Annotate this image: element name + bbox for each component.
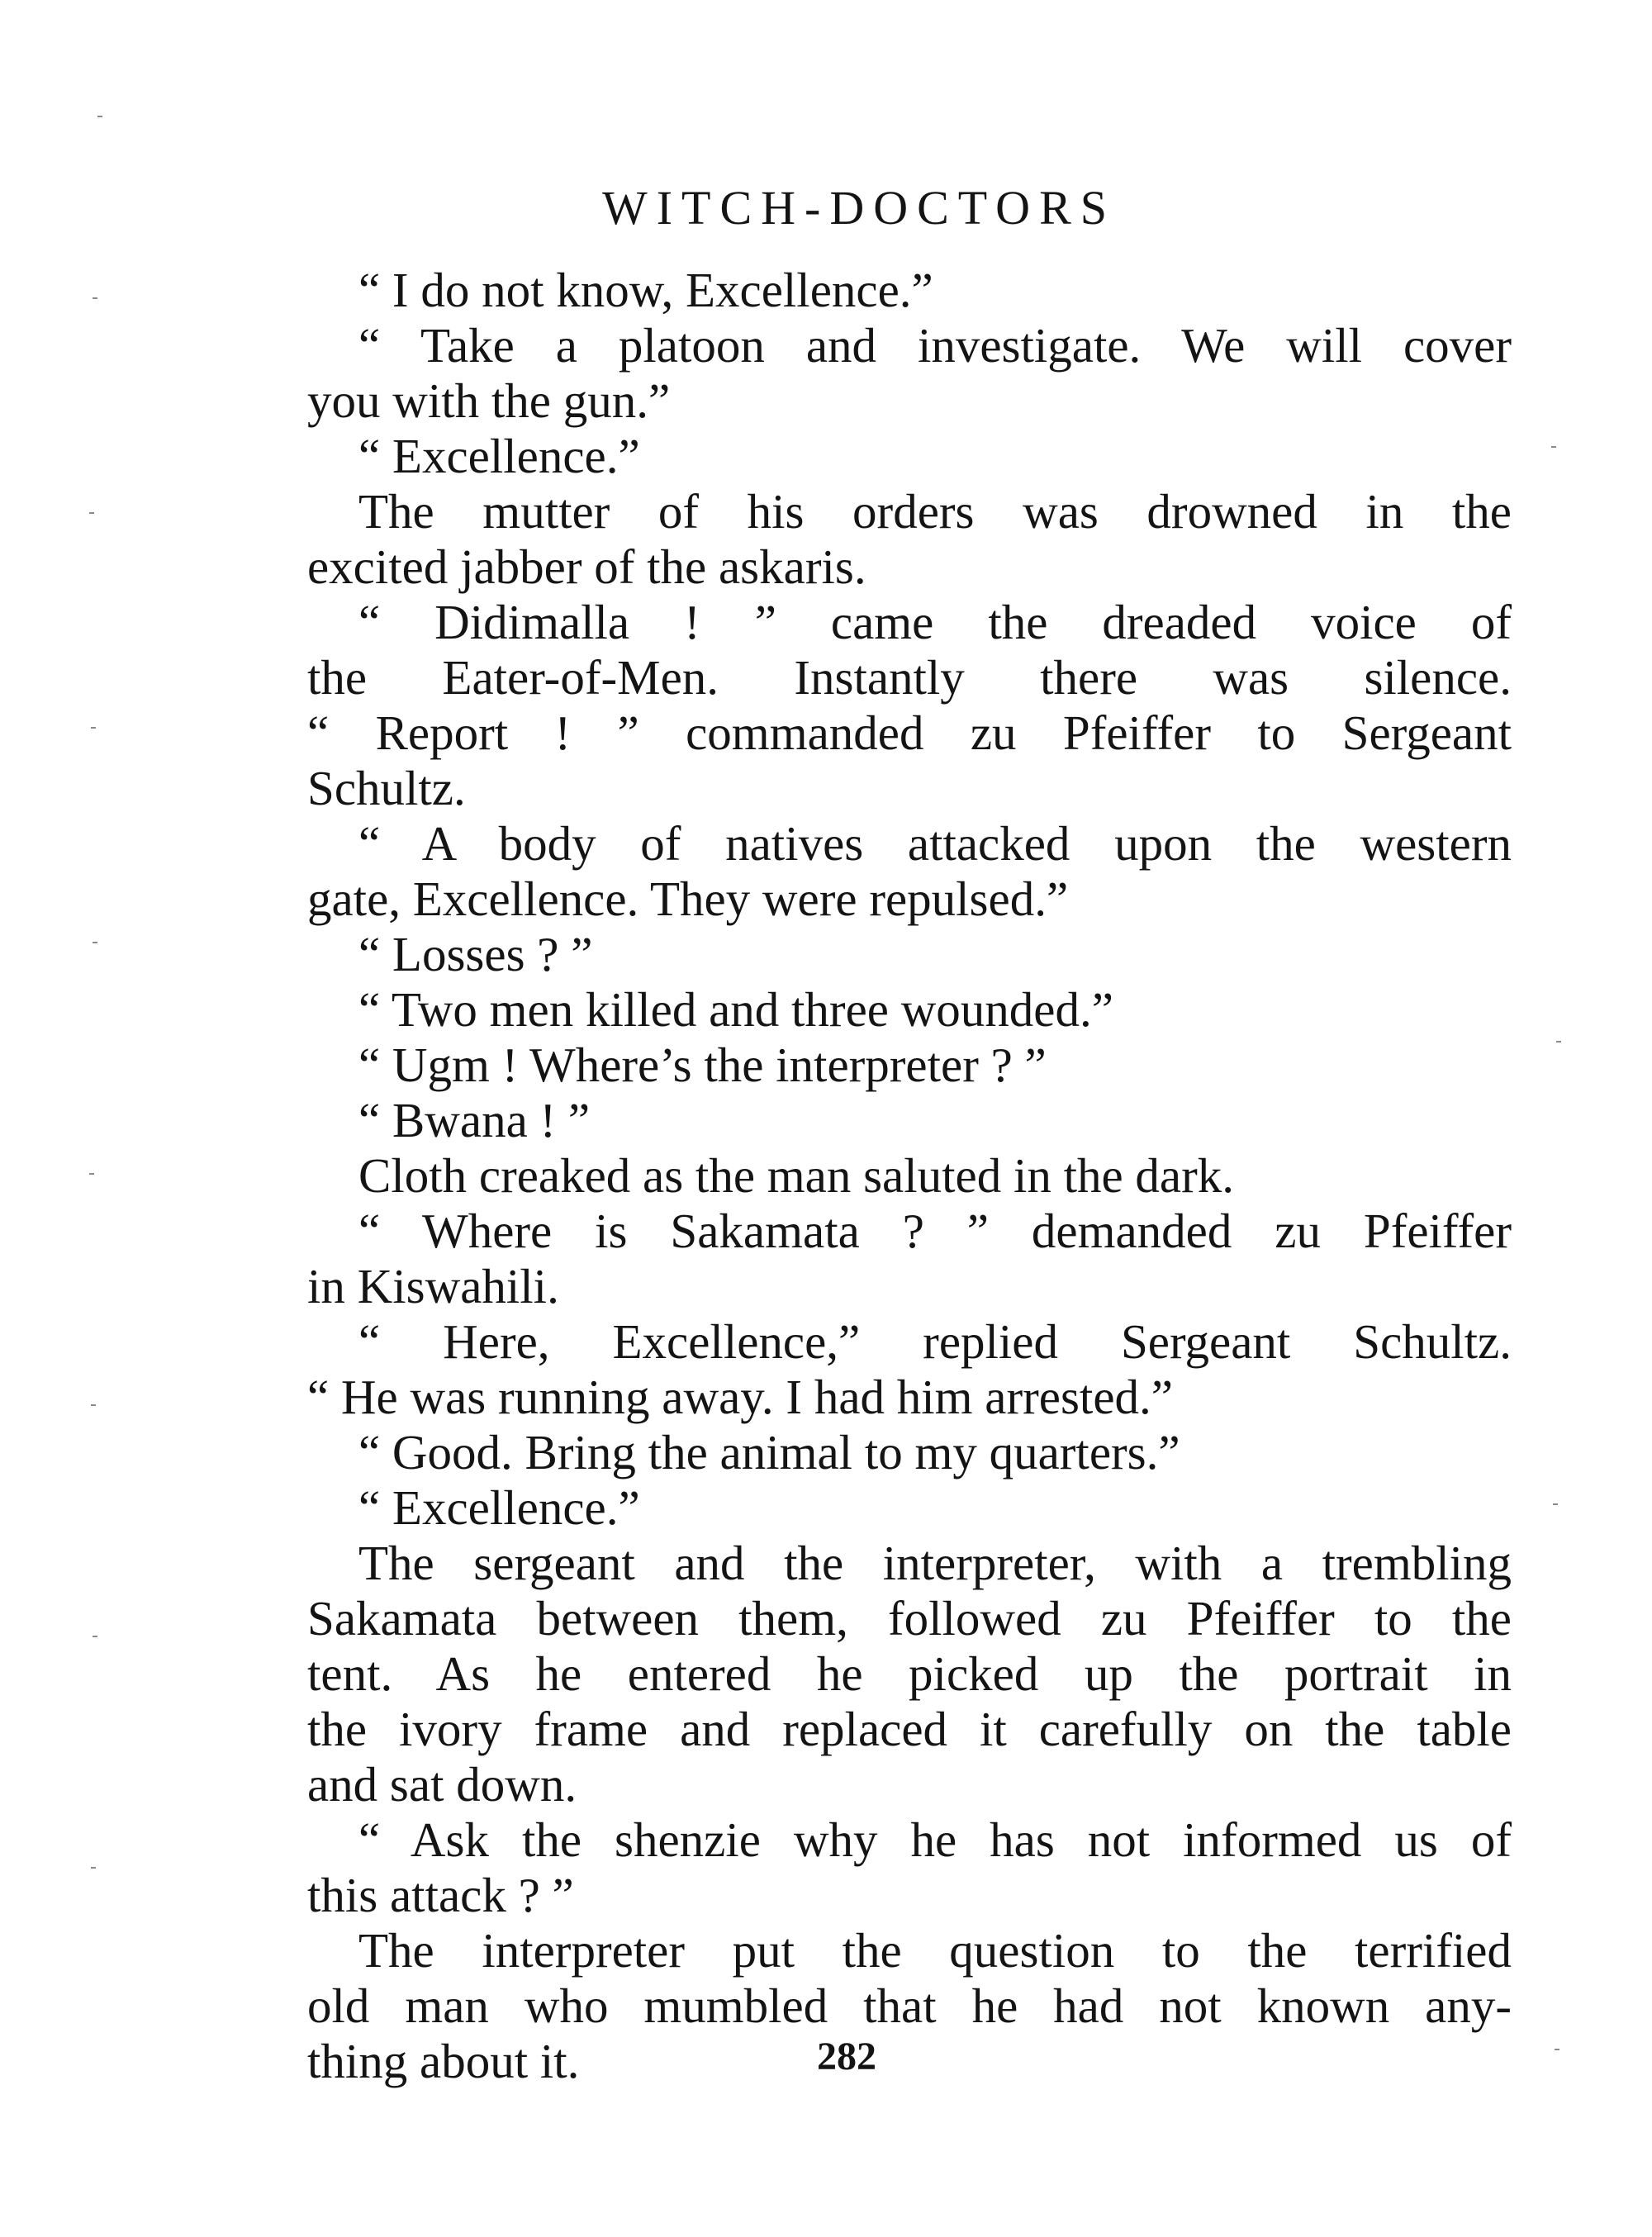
text-line: and sat down.: [307, 1757, 577, 1812]
text-line: Sakamata between them, followed zu Pfeiffer to the: [307, 1591, 1512, 1646]
text-line: “ Where is Sakamata ? ” demanded zu Pfeiffer: [358, 1204, 1512, 1258]
text-line: The sergeant and the interpreter, with a trembling: [358, 1536, 1512, 1590]
text-line: “ Good. Bring the animal to my quarters.”: [358, 1425, 1180, 1479]
text-line: “ A body of natives attacked upon the western: [358, 816, 1512, 871]
text-line: old man who mumbled that he had not known any-: [307, 1978, 1512, 2033]
text-line: you with the gun.”: [307, 373, 671, 428]
text-line: gate, Excellence. They were repulsed.”: [307, 872, 1069, 926]
body-text: [307, 263, 1512, 2089]
text-line: “ Ugm ! Where’s the interpreter ? ”: [358, 1038, 1047, 1092]
text-line: Cloth creaked as the man saluted in the dark.: [358, 1148, 1235, 1203]
scan-speck: [89, 1173, 94, 1175]
text-line: Schultz.: [307, 761, 466, 815]
scan-speck: [1553, 1503, 1558, 1505]
text-line: The mutter of his orders was drowned in the: [358, 484, 1512, 539]
text-line: “ Excellence.”: [358, 1480, 640, 1535]
text-line: “ He was running away. I had him arrested.”: [307, 1370, 1173, 1424]
text-line: “ Report ! ” commanded zu Pfeiffer to Sergeant: [307, 705, 1512, 760]
scan-speck: [97, 116, 102, 117]
scan-speck: [1555, 2049, 1559, 2050]
text-line: “ Ask the shenzie why he has not informed us of: [358, 1812, 1512, 1867]
scan-speck: [93, 297, 97, 299]
text-line: “ Take a platoon and investigate. We will cover: [358, 318, 1512, 373]
text-line: tent. As he entered he picked up the portrait in: [307, 1646, 1512, 1701]
scan-speck: [1556, 1041, 1561, 1043]
text-line: “ Excellence.”: [358, 429, 640, 483]
text-line: excited jabber of the askaris.: [307, 539, 866, 594]
scan-speck: [93, 942, 97, 943]
text-line: “ I do not know, Excellence.”: [358, 263, 933, 317]
scan-speck: [89, 512, 94, 514]
scan-speck: [91, 1404, 96, 1406]
scan-speck: [93, 1636, 97, 1637]
scan-speck: [91, 1867, 96, 1869]
text-line: “ Here, Excellence,” replied Sergeant Schultz.: [358, 1314, 1512, 1369]
text-line: “ Losses ? ”: [358, 927, 593, 981]
page-number: 282: [817, 2035, 876, 2078]
text-line: in Kiswahili.: [307, 1259, 559, 1313]
text-line: “ Didimalla ! ” came the dreaded voice of: [358, 595, 1512, 649]
text-line: the Eater-of-Men. Instantly there was silence.: [307, 650, 1512, 705]
text-line: thing about it.: [307, 2034, 580, 2088]
text-line: the ivory frame and replaced it carefully on the table: [307, 1702, 1512, 1756]
scan-speck: [1551, 446, 1556, 448]
text-line: “ Two men killed and three wounded.”: [358, 982, 1113, 1037]
scan-speck: [91, 727, 96, 729]
text-line: “ Bwana ! ”: [358, 1093, 591, 1147]
text-line: this attack ? ”: [307, 1868, 574, 1922]
running-header: WITCH-DOCTORS: [601, 181, 1117, 235]
text-line: The interpreter put the question to the terrified: [358, 1923, 1512, 1978]
